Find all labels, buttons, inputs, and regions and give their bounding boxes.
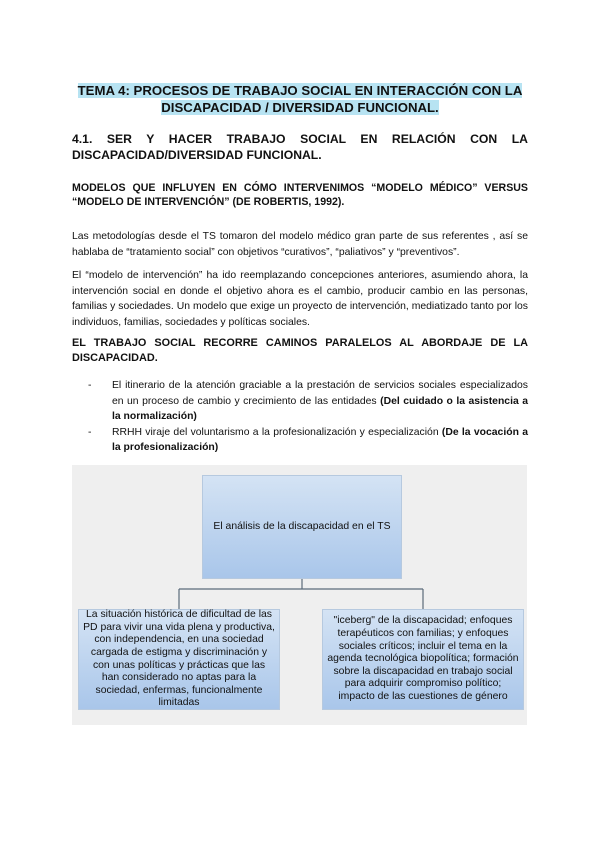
- bullet-bold-text: (De la vocación a la profesionalización): [112, 426, 528, 453]
- diagram-right-text: "iceberg" de la discapacidad; enfoques terapéuticos con familias; y enfoques sociales críticos; incluir el tema en la agenda tecnológica biopolítica; formación sobre la discapacidad en trabajo social para adquirir compromiso político; impacto de las cuestiones de género: [327, 615, 519, 702]
- bullet-item: [88, 378, 528, 425]
- diagram-right-node: [322, 609, 524, 710]
- paragraph-intervention-model: El “modelo de intervención” ha ido reemplazando concepciones anteriores, asumiendo ahora, la intervención social en donde el objetivo ahora es el cambio, producir cambio en las personas, familias y sociedades. Un modelo que exige un proyecto de intervención, mediatizado tanto por los individuos, familias, sociedades y políticas sociales.: [72, 270, 528, 328]
- diagram-root-text: El análisis de la discapacidad en el TS: [213, 520, 391, 532]
- document-title-text: TEMA 4: PROCESOS DE TRABAJO SOCIAL EN INTERACCIÓN CON LA DISCAPACIDAD / DIVERSIDAD FUNCIONAL.: [77, 83, 523, 115]
- section-heading: 4.1. SER Y HACER TRABAJO SOCIAL EN RELACIÓN CON LA DISCAPACIDAD/DIVERSIDAD FUNCIONAL.: [72, 132, 528, 162]
- diagram-left-text: La situación histórica de dificultad de las PD para vivir una vida plena y productiva, con independencia, en una sociedad cargada de estigma y discriminación y con unas políticas y prácticas que las han considerado no aptas para la sociedad, enfermas, funcionalmente limitadas: [83, 609, 275, 709]
- paths-heading: EL TRABAJO SOCIAL RECORRE CAMINOS PARALELOS AL ABORDAJE DE LA DISCAPACIDAD.: [72, 337, 528, 364]
- paragraph-methodologies: Las metodologías desde el TS tomaron del modelo médico gran parte de sus referentes , así se hablaba de “tratamiento social” con objetivos “curativos”, “paliativos” y “preventivos”.: [72, 231, 528, 258]
- bullet-bold-text: (Del cuidado o la asistencia a la normalización): [112, 395, 528, 422]
- bullet-dash: -: [88, 380, 92, 391]
- models-heading: MODELOS QUE INFLUYEN EN CÓMO INTERVENIMOS “MODELO MÉDICO” VERSUS “MODELO DE INTERVENCIÓN” (DE ROBERTIS, 1992).: [72, 182, 528, 208]
- bullet-list: [88, 378, 528, 456]
- diagram-root-node: [202, 475, 402, 579]
- hierarchy-diagram: [72, 465, 527, 725]
- document-title: [60, 82, 540, 116]
- bullet-dash: -: [88, 426, 92, 438]
- bullet-item: [88, 425, 528, 456]
- bullet-text: RRHH viraje del voluntarismo a la profesionalización y especialización: [112, 426, 442, 438]
- bullet-text: El itinerario de la atención graciable a la prestación de servicios sociales especializados en un proceso de cambio y crecimiento de las entidades: [112, 380, 528, 407]
- diagram-left-node: [78, 609, 280, 710]
